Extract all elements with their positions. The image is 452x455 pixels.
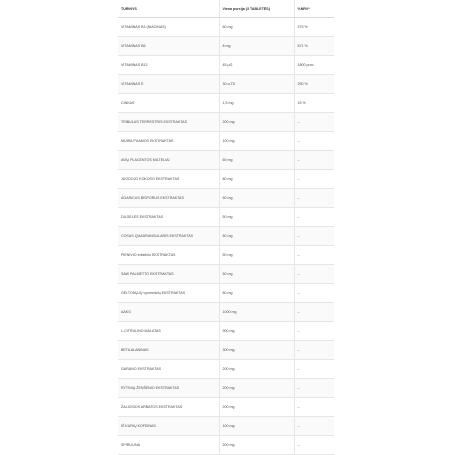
serving-amount-cell: 100 mg [219, 132, 294, 151]
nrv-percent-cell: – [294, 417, 334, 436]
nrv-percent-cell: – [294, 113, 334, 132]
serving-amount-cell: 50 mg [219, 227, 294, 246]
ingredient-cell: JUODOJO KOKOSO EKSTRAKTAS [118, 170, 219, 189]
table-body [118, 18, 334, 455]
serving-amount-cell: 200 mg [219, 379, 294, 398]
nrv-percent-cell: – [294, 322, 334, 341]
nrv-percent-cell: – [294, 360, 334, 379]
table-row [118, 246, 334, 265]
table-row [118, 227, 334, 246]
header-nrv: %NRV* [294, 0, 334, 18]
nrv-percent-cell: 1800 proc. [294, 56, 334, 75]
nutrition-table [118, 0, 334, 455]
nrv-percent-cell: – [294, 151, 334, 170]
ingredient-cell: VITAMINAS E [118, 75, 219, 94]
nrv-percent-cell: 250 % [294, 75, 334, 94]
table-row [118, 170, 334, 189]
serving-amount-cell: 80 mg [219, 284, 294, 303]
ingredient-cell: AGARICUS BISPORUS EKSTRAKTAS [118, 189, 219, 208]
serving-amount-cell: 50 mg [219, 265, 294, 284]
nrv-percent-cell: 15 % [294, 94, 334, 113]
table-row [118, 322, 334, 341]
serving-amount-cell: 60 mg [219, 151, 294, 170]
table-row [118, 56, 334, 75]
serving-amount-cell: 200 mg [219, 436, 294, 455]
serving-amount-cell: 45 μG [219, 56, 294, 75]
table-row [118, 360, 334, 379]
ingredient-cell: GELTONŲJŲ vynmedžių EKSTRAKTAS [118, 284, 219, 303]
nrv-percent-cell: – [294, 208, 334, 227]
serving-amount-cell: 8 mg [219, 37, 294, 56]
table-row [118, 94, 334, 113]
table-row [118, 265, 334, 284]
table-row [118, 398, 334, 417]
ingredient-cell: VITAMINAS B12 [118, 56, 219, 75]
ingredient-cell: VITAMINAS B3 (NIACINAS) [118, 18, 219, 37]
nrv-percent-cell: – [294, 436, 334, 455]
ingredient-cell: AAKG [118, 303, 219, 322]
nrv-percent-cell: – [294, 227, 334, 246]
table-row [118, 341, 334, 360]
ingredient-cell: COSUS QUADRANGULARIS EKSTRAKTAS [118, 227, 219, 246]
table-row [118, 18, 334, 37]
table-row [118, 37, 334, 56]
ingredient-cell: AVIŲ PLACENTOS MILTELIAI [118, 151, 219, 170]
serving-amount-cell: 200 mg [219, 398, 294, 417]
serving-amount-cell: 100 mg [219, 417, 294, 436]
ingredient-cell: VITAMINAS B6 [118, 37, 219, 56]
ingredient-cell: DILGĖLĖS EKSTRAKTAS [118, 208, 219, 227]
nrv-percent-cell: – [294, 265, 334, 284]
header-ingredient: TURINYS [118, 0, 219, 18]
table-header-row [118, 0, 334, 18]
nutrition-table-container [118, 0, 334, 455]
table-row [118, 208, 334, 227]
serving-amount-cell: 300 mg [219, 341, 294, 360]
nrv-percent-cell: – [294, 284, 334, 303]
table-row [118, 303, 334, 322]
serving-amount-cell: 200 mg [219, 360, 294, 379]
ingredient-cell: L-CITRULINO MALATAS [118, 322, 219, 341]
serving-amount-cell: 60 mg [219, 18, 294, 37]
serving-amount-cell: 900 mg [219, 322, 294, 341]
nrv-percent-cell: – [294, 170, 334, 189]
ingredient-cell: IŠ KURIŲ KOFEINAS [118, 417, 219, 436]
nrv-percent-cell: – [294, 303, 334, 322]
table-row [118, 379, 334, 398]
ingredient-cell: CINKAS [118, 94, 219, 113]
serving-amount-cell: 80 mg [219, 170, 294, 189]
table-row [118, 132, 334, 151]
ingredient-cell: BETA ALANINAS [118, 341, 219, 360]
ingredient-cell: RYTINIŲ ŽENŠENIO EKSTRAKTAS [118, 379, 219, 398]
ingredient-cell: PIENIVIO erškėčio EKSTRAKTAS [118, 246, 219, 265]
nrv-percent-cell: – [294, 379, 334, 398]
serving-amount-cell: 50 mg [219, 189, 294, 208]
nrv-percent-cell: – [294, 341, 334, 360]
header-serving: Viena porcija (3 TABLETĖS) [219, 0, 294, 18]
serving-amount-cell: 50 mg [219, 246, 294, 265]
ingredient-cell: TRIBULUS TERRESTRIS EKSTRAKTAS [118, 113, 219, 132]
serving-amount-cell: 1,5 mg [219, 94, 294, 113]
ingredient-cell: SAW PALMETTO EKSTRAKTAS [118, 265, 219, 284]
serving-amount-cell: 1000 mg [219, 303, 294, 322]
table-row [118, 284, 334, 303]
table-row [118, 75, 334, 94]
serving-amount-cell: 30 α-TE [219, 75, 294, 94]
serving-amount-cell: 50 mg [219, 208, 294, 227]
table-row [118, 151, 334, 170]
table-row [118, 417, 334, 436]
ingredient-cell: GARANO EKSTRAKTAS [118, 360, 219, 379]
ingredient-cell: MUIRA PUAMOS EKSTRAKTAS [118, 132, 219, 151]
nrv-percent-cell: 375 % [294, 18, 334, 37]
nrv-percent-cell: – [294, 398, 334, 417]
ingredient-cell: SPIRULINA [118, 436, 219, 455]
ingredient-cell: ŽALIOSIOS ARBATOS EKSTRAKTAS [118, 398, 219, 417]
nrv-percent-cell: 571 % [294, 37, 334, 56]
table-row [118, 189, 334, 208]
table-row [118, 113, 334, 132]
nrv-percent-cell: – [294, 246, 334, 265]
nrv-percent-cell: – [294, 132, 334, 151]
nrv-percent-cell: – [294, 189, 334, 208]
serving-amount-cell: 200 mg [219, 113, 294, 132]
